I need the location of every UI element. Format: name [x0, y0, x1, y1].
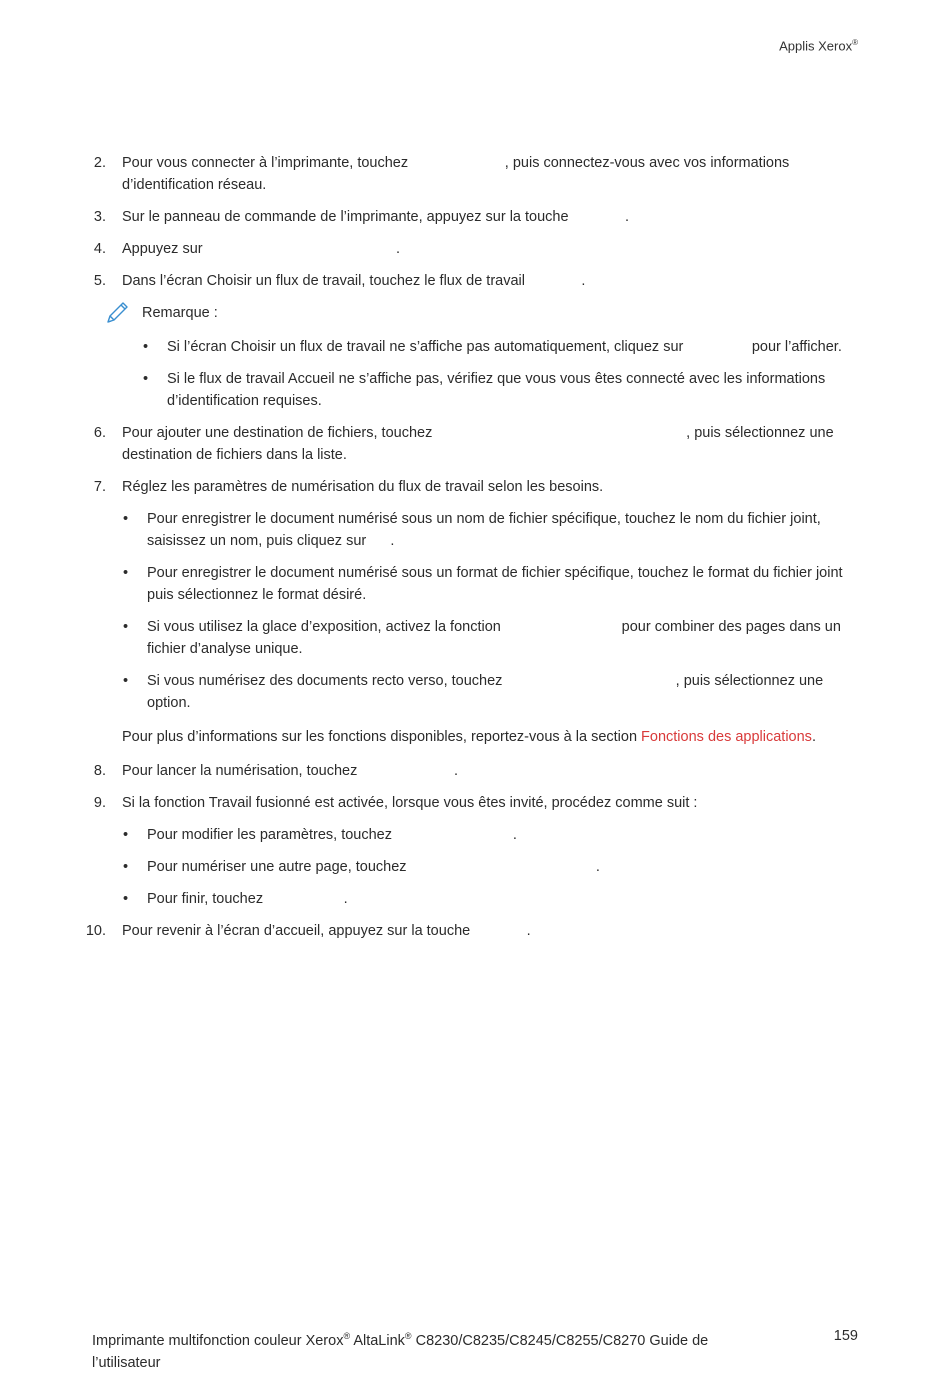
list-item-text: Pour modifier les paramètres, touchez .	[147, 827, 517, 843]
step-number: 9.	[93, 795, 106, 811]
bullet: •	[123, 619, 129, 635]
step-10	[0, 920, 950, 942]
step-text: Sur le panneau de commande de l’imprimante, appuyez sur la touche .	[122, 209, 629, 225]
list-item	[0, 562, 950, 606]
bullet: •	[123, 891, 129, 907]
bullet: •	[123, 859, 129, 875]
bullet: •	[123, 511, 129, 527]
main-content	[0, 152, 950, 952]
list-item-text: Pour numériser une autre page, touchez .	[147, 859, 600, 875]
header-title: Applis Xerox	[779, 38, 853, 54]
bullet: •	[123, 565, 129, 581]
more-info-suffix: .	[811, 729, 816, 745]
list-item	[0, 888, 950, 910]
step-8	[0, 760, 950, 782]
list-item	[0, 856, 950, 878]
more-info-text: Pour plus d’informations sur les fonctions disponibles, reportez-vous à la section	[122, 729, 642, 745]
note-item-text: Si le flux de travail Accueil ne s’affiche pas, vérifiez que vous vous êtes connecté avec les informations d’identification requises.	[167, 371, 826, 409]
bullet: •	[123, 673, 129, 689]
list-item-text: Si vous utilisez la glace d’exposition, activez la fonction pour combiner des pages dans un fichier d’analyse unique.	[147, 619, 845, 657]
step-number: 2.	[93, 155, 106, 171]
step-text: Pour lancer la numérisation, touchez .	[122, 763, 459, 779]
step-2	[0, 152, 950, 196]
list-item-text: Si vous numérisez des documents recto verso, touchez , puis sélectionnez une option.	[147, 673, 828, 711]
step-4	[0, 238, 950, 260]
step-text: Pour revenir à l’écran d’accueil, appuyez sur la touche .	[122, 923, 531, 939]
step-5	[0, 270, 950, 292]
list-item	[0, 670, 950, 714]
bullet: •	[123, 827, 129, 843]
step-9	[0, 792, 950, 814]
step-number: 5.	[93, 273, 106, 289]
pencil-icon	[104, 300, 130, 326]
step-text: Appuyez sur .	[122, 241, 400, 257]
step-number: 4.	[93, 241, 106, 257]
page-number: 159	[833, 1328, 858, 1344]
list-item-text: Pour enregistrer le document numérisé sous un format de fichier spécifique, touchez le format du fichier joint puis sélectionnez le format désiré.	[147, 565, 843, 603]
footer-text-3: C8230/C8235/C8245/C8255/C8270 Guide de l’utilisateur	[92, 1332, 709, 1371]
list-item	[0, 616, 950, 660]
step-text: Si la fonction Travail fusionné est activée, lorsque vous êtes invité, procédez comme suit :	[122, 795, 698, 811]
footer-text-2: AltaLink	[350, 1332, 405, 1349]
step-text: Pour vous connecter à l’imprimante, touchez , puis connectez-vous avec vos informations d’identification réseau.	[122, 155, 794, 193]
page-header	[779, 32, 858, 57]
footer-reg-mark: ®	[343, 1331, 351, 1341]
list-item-text: Pour enregistrer le document numérisé sous un nom de fichier spécifique, touchez le nom du fichier joint, saisissez un nom, puis cliquez sur .	[147, 511, 825, 549]
note-item	[0, 336, 950, 358]
list-item	[0, 508, 950, 552]
bullet: •	[143, 371, 149, 387]
page-footer	[92, 1325, 772, 1374]
step-6	[0, 422, 950, 466]
step-text: Dans l’écran Choisir un flux de travail, touchez le flux de travail .	[122, 273, 586, 289]
step-number: 6.	[93, 425, 106, 441]
functions-link[interactable]: Fonctions des applications	[641, 729, 812, 745]
footer-text-1: Imprimante multifonction couleur Xerox	[92, 1332, 344, 1349]
step-number: 3.	[93, 209, 106, 225]
note-item-text: Si l’écran Choisir un flux de travail ne s’affiche pas automatiquement, cliquez sur pour l’afficher.	[167, 339, 842, 355]
step-text: Pour ajouter une destination de fichiers, touchez , puis sélectionnez une destination de fichiers dans la liste.	[122, 425, 838, 463]
footer-reg-mark: ®	[404, 1331, 412, 1341]
step-3	[0, 206, 950, 228]
step-text: Réglez les paramètres de numérisation du flux de travail selon les besoins.	[122, 479, 604, 495]
note-block	[0, 302, 950, 324]
step-7	[0, 476, 950, 498]
step-number: 7.	[93, 479, 106, 495]
step-number: 10.	[85, 923, 106, 939]
step-number: 8.	[93, 763, 106, 779]
list-item-text: Pour finir, touchez .	[147, 891, 348, 907]
note-label: Remarque :	[142, 305, 218, 321]
more-info-paragraph	[0, 726, 950, 748]
header-reg-mark: ®	[852, 38, 858, 47]
bullet: •	[143, 339, 149, 355]
note-item	[0, 368, 950, 412]
list-item	[0, 824, 950, 846]
